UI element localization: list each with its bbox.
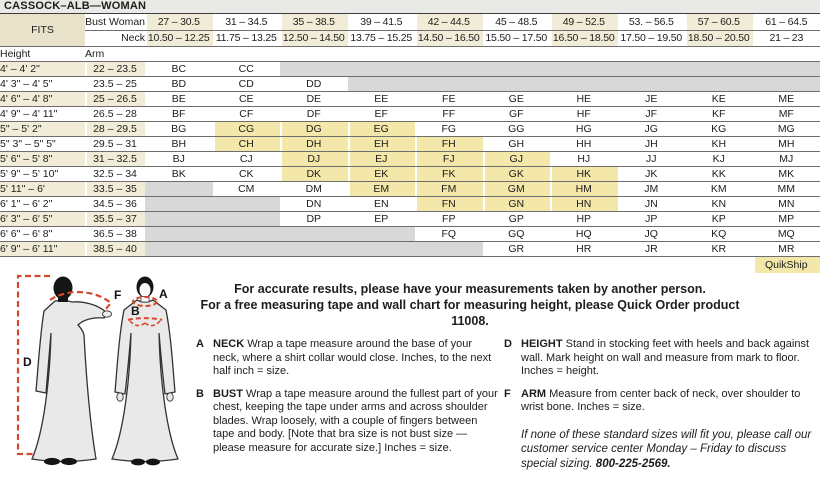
- size-cell: HQ: [550, 227, 618, 242]
- height-cell: 6' 6" – 6' 8": [0, 227, 85, 242]
- neck-range-cell: 13.75 – 15.25: [348, 31, 416, 47]
- size-cell: GH: [483, 137, 551, 152]
- size-cell: KK: [685, 167, 753, 182]
- arm-cell: 34.5 – 36: [85, 197, 145, 212]
- size-cell: HK: [550, 167, 618, 182]
- header-spacer-cell: [753, 47, 820, 62]
- size-cell: FJ: [415, 152, 483, 167]
- size-cell: [415, 62, 483, 77]
- size-cell: EH: [348, 137, 416, 152]
- size-cell: EM: [348, 182, 416, 197]
- measurement-figure-svg: [0, 273, 196, 468]
- size-row: [0, 137, 820, 152]
- size-cell: GJ: [483, 152, 551, 167]
- bust-range-cell: 27 – 30.5: [145, 14, 213, 31]
- size-cell: CE: [213, 92, 281, 107]
- size-cell: [145, 227, 213, 242]
- height-cell: 5" – 5' 2": [0, 122, 85, 137]
- size-row: [0, 122, 820, 137]
- front-face: [140, 283, 151, 297]
- instruction-term-bust: BUST: [213, 387, 243, 400]
- instruction-term-neck: NECK: [213, 338, 245, 350]
- arm-cell: 38.5 – 40: [85, 242, 145, 257]
- arm-cell: 36.5 – 38: [85, 227, 145, 242]
- size-cell: JM: [618, 182, 686, 197]
- size-cell: MH: [753, 137, 820, 152]
- size-cell: FG: [415, 122, 483, 137]
- size-cell: DK: [280, 167, 348, 182]
- height-cell: 5' 11" – 6': [0, 182, 85, 197]
- size-cell: [213, 227, 281, 242]
- front-view-figure: [112, 277, 178, 466]
- arm-cell: 26.5 – 28: [85, 107, 145, 122]
- size-row: [0, 197, 820, 212]
- height-header: Height: [0, 47, 85, 62]
- size-cell: [415, 242, 483, 257]
- size-cell: EP: [348, 212, 416, 227]
- bust-range-cell: 61 – 64.5: [753, 14, 820, 31]
- size-cell: KH: [685, 137, 753, 152]
- neck-range-cell: 21 – 23: [753, 31, 820, 47]
- size-cell: GM: [483, 182, 551, 197]
- intro-line-1: For accurate results, please have your measurements taken by another person.: [234, 282, 706, 296]
- size-cell: JF: [618, 107, 686, 122]
- bust-range-cell: 39 – 41.5: [348, 14, 416, 31]
- arm-cell: 22 – 23.5: [85, 62, 145, 77]
- size-cell: GR: [483, 242, 551, 257]
- size-cell: MF: [753, 107, 820, 122]
- size-row: [0, 182, 820, 197]
- size-cell: DM: [280, 182, 348, 197]
- chart-title: CASSOCK–ALB—WOMAN: [0, 0, 820, 14]
- bust-range-cell: 31 – 34.5: [213, 14, 281, 31]
- size-cell: CM: [213, 182, 281, 197]
- header-spacer-cell: [618, 47, 686, 62]
- size-cell: BF: [145, 107, 213, 122]
- size-cell: CH: [213, 137, 281, 152]
- bust-range-cell: 49 – 52.5: [550, 14, 618, 31]
- height-cell: 4' 9" – 4' 11": [0, 107, 85, 122]
- size-cell: DD: [280, 77, 348, 92]
- size-cell: [483, 62, 551, 77]
- size-cell: [213, 197, 281, 212]
- intro-text: [196, 281, 744, 329]
- arm-cell: 35.5 – 37: [85, 212, 145, 227]
- figure-label-b: B: [131, 304, 140, 318]
- size-cell: KP: [685, 212, 753, 227]
- intro-line-2: For a free measuring tape and wall chart for measuring height, please Quick Order product 11008.: [200, 298, 740, 328]
- size-cell: GN: [483, 197, 551, 212]
- size-cell: [145, 182, 213, 197]
- instructions-panel: [196, 273, 820, 468]
- header-spacer-cell: [280, 47, 348, 62]
- neck-range-cell: 12.50 – 14.50: [280, 31, 348, 47]
- size-cell: [145, 212, 213, 227]
- size-cell: EG: [348, 122, 416, 137]
- size-cell: EK: [348, 167, 416, 182]
- instruction-term-arm: ARM: [521, 387, 547, 400]
- height-cell: 4' 3" – 4' 5": [0, 77, 85, 92]
- size-cell: JQ: [618, 227, 686, 242]
- size-cell: JN: [618, 197, 686, 212]
- size-cell: [483, 77, 551, 92]
- size-cell: [348, 77, 416, 92]
- size-cell: KG: [685, 122, 753, 137]
- size-cell: [280, 62, 348, 77]
- size-cell: [618, 62, 686, 77]
- size-cell: KJ: [685, 152, 753, 167]
- size-cell: JR: [618, 242, 686, 257]
- size-row: [0, 77, 820, 92]
- bust-range-cell: 57 – 60.5: [685, 14, 753, 31]
- size-cell: GF: [483, 107, 551, 122]
- size-cell: [348, 227, 416, 242]
- quikship-row-spacer: [0, 257, 753, 273]
- size-cell: FF: [415, 107, 483, 122]
- size-cell: JG: [618, 122, 686, 137]
- bust-range-cell: 35 – 38.5: [280, 14, 348, 31]
- instruction-key-a: A: [196, 338, 204, 350]
- neck-range-cell: 18.50 – 20.50: [685, 31, 753, 47]
- neck-range-cell: 10.50 – 12.25: [145, 31, 213, 47]
- size-cell: DN: [280, 197, 348, 212]
- instruction-key-d: D: [504, 338, 512, 350]
- arm-cell: 31 – 32.5: [85, 152, 145, 167]
- size-cell: [685, 77, 753, 92]
- size-cell: [348, 62, 416, 77]
- back-view-figure: [32, 277, 112, 466]
- header-spacer-cell: [145, 47, 213, 62]
- instruction-text-neck: Wrap a tape measure around the base of your neck, where a shirt collar would close. Inches, to the next half inch = size.: [213, 338, 492, 377]
- header-spacer-cell: [550, 47, 618, 62]
- fits-label: FITS: [0, 14, 85, 47]
- size-row: [0, 212, 820, 227]
- size-cell: CJ: [213, 152, 281, 167]
- size-cell: JE: [618, 92, 686, 107]
- size-cell: FP: [415, 212, 483, 227]
- size-cell: MG: [753, 122, 820, 137]
- instruction-bust: [196, 388, 498, 456]
- arm-cell: 25 – 26.5: [85, 92, 145, 107]
- size-cell: KQ: [685, 227, 753, 242]
- size-cell: [550, 62, 618, 77]
- size-cell: BG: [145, 122, 213, 137]
- instruction-arm: [504, 388, 820, 415]
- size-cell: [753, 77, 820, 92]
- size-cell: HJ: [550, 152, 618, 167]
- size-row: [0, 92, 820, 107]
- size-cell: [213, 212, 281, 227]
- size-cell: HH: [550, 137, 618, 152]
- size-cell: [753, 62, 820, 77]
- size-cell: CF: [213, 107, 281, 122]
- header-spacer-cell: [348, 47, 416, 62]
- instruction-text-bust: Wrap a tape measure around the fullest part of your chest, keeping the tape under arms and across shoulder blades. Wrap loosely, with a couple of fingers between tape and body. [Note that bra size is not bust size — please measure for accurate size.] Inches = size.: [213, 387, 498, 454]
- size-cell: EE: [348, 92, 416, 107]
- size-cell: [348, 242, 416, 257]
- instruction-key-f: F: [504, 387, 511, 400]
- arm-cell: 33.5 – 35: [85, 182, 145, 197]
- size-cell: MR: [753, 242, 820, 257]
- height-cell: 5' 9" – 5' 10": [0, 167, 85, 182]
- height-cell: 4' – 4' 2": [0, 62, 85, 77]
- size-cell: DJ: [280, 152, 348, 167]
- size-row: [0, 167, 820, 182]
- instruction-text-height: Stand in stocking feet with heels and back against wall. Mark height on wall and measure from mark to floor. Inches = height.: [521, 338, 809, 377]
- size-cell: EJ: [348, 152, 416, 167]
- neck-range-cell: 11.75 – 13.25: [213, 31, 281, 47]
- neck-range-cell: 15.50 – 17.50: [483, 31, 551, 47]
- header-spacer-cell: [213, 47, 281, 62]
- size-cell: [145, 242, 213, 257]
- size-cell: KF: [685, 107, 753, 122]
- size-cell: GQ: [483, 227, 551, 242]
- size-cell: HP: [550, 212, 618, 227]
- size-cell: JK: [618, 167, 686, 182]
- header-spacer-cell: [685, 47, 753, 62]
- size-cell: BK: [145, 167, 213, 182]
- figure-label-d: D: [23, 355, 32, 369]
- size-cell: DE: [280, 92, 348, 107]
- size-row: [0, 227, 820, 242]
- neck-label: Neck: [85, 31, 145, 47]
- size-cell: MM: [753, 182, 820, 197]
- size-cell: HG: [550, 122, 618, 137]
- size-cell: EN: [348, 197, 416, 212]
- size-cell: FK: [415, 167, 483, 182]
- size-cell: CD: [213, 77, 281, 92]
- size-row: [0, 62, 820, 77]
- size-cell: FQ: [415, 227, 483, 242]
- size-cell: MJ: [753, 152, 820, 167]
- size-cell: HM: [550, 182, 618, 197]
- size-row: [0, 107, 820, 122]
- size-cell: HR: [550, 242, 618, 257]
- size-cell: [550, 77, 618, 92]
- quikship-legend: QuikShip: [753, 257, 820, 273]
- size-cell: JH: [618, 137, 686, 152]
- size-cell: HE: [550, 92, 618, 107]
- instruction-term-height: HEIGHT: [521, 338, 563, 350]
- figure-label-a: A: [159, 287, 168, 301]
- size-cell: KM: [685, 182, 753, 197]
- instruction-key-b: B: [196, 387, 204, 400]
- size-cell: KE: [685, 92, 753, 107]
- size-cell: [280, 242, 348, 257]
- height-cell: 5" 3" – 5" 5": [0, 137, 85, 152]
- size-cell: BD: [145, 77, 213, 92]
- arm-cell: 29.5 – 31: [85, 137, 145, 152]
- size-cell: DP: [280, 212, 348, 227]
- height-cell: 6' 1" – 6' 2": [0, 197, 85, 212]
- neck-range-cell: 16.50 – 18.50: [550, 31, 618, 47]
- size-cell: [213, 242, 281, 257]
- size-cell: BC: [145, 62, 213, 77]
- height-cell: 5' 6" – 5' 8": [0, 152, 85, 167]
- neck-range-cell: 17.50 – 19.50: [618, 31, 686, 47]
- size-row: [0, 152, 820, 167]
- size-cell: [415, 77, 483, 92]
- special-sizing-text: If none of these standard sizes will fit you, please call our customer service center Monday – Friday to discuss special sizing.: [521, 428, 812, 470]
- size-cell: KR: [685, 242, 753, 257]
- size-cell: [685, 62, 753, 77]
- header-spacer-cell: [483, 47, 551, 62]
- size-cell: MK: [753, 167, 820, 182]
- size-cell: GK: [483, 167, 551, 182]
- size-cell: HN: [550, 197, 618, 212]
- size-cell: [145, 197, 213, 212]
- size-cell: FM: [415, 182, 483, 197]
- size-cell: JP: [618, 212, 686, 227]
- size-cell: CK: [213, 167, 281, 182]
- bust-range-cell: 45 – 48.5: [483, 14, 551, 31]
- size-cell: FE: [415, 92, 483, 107]
- phone-number: 800-225-2569.: [595, 457, 671, 470]
- size-cell: DG: [280, 122, 348, 137]
- size-cell: KN: [685, 197, 753, 212]
- arm-cell: 23.5 – 25: [85, 77, 145, 92]
- bust-range-cell: 53. – 56.5: [618, 14, 686, 31]
- size-cell: MP: [753, 212, 820, 227]
- size-row: [0, 242, 820, 257]
- height-cell: 6' 3" – 6' 5": [0, 212, 85, 227]
- arm-header: Arm: [85, 47, 145, 62]
- size-cell: MN: [753, 197, 820, 212]
- size-cell: [618, 77, 686, 92]
- figure-label-f: F: [114, 288, 122, 302]
- size-cell: [280, 227, 348, 242]
- size-cell: JJ: [618, 152, 686, 167]
- size-cell: ME: [753, 92, 820, 107]
- raised-hand: [103, 311, 112, 317]
- measurement-diagram: [0, 273, 196, 468]
- size-cell: FN: [415, 197, 483, 212]
- instruction-height: [504, 338, 820, 379]
- bust-range-cell: 42 – 44.5: [415, 14, 483, 31]
- size-cell: CC: [213, 62, 281, 77]
- size-cell: BJ: [145, 152, 213, 167]
- instruction-text-arm: Measure from center back of neck, over shoulder to wrist bone. Inches = size.: [521, 387, 801, 413]
- neck-range-cell: 14.50 – 16.50: [415, 31, 483, 47]
- instruction-neck: [196, 338, 498, 379]
- bust-woman-label: Bust Woman: [85, 14, 145, 31]
- height-cell: 4' 6" – 4' 8": [0, 92, 85, 107]
- size-cell: EF: [348, 107, 416, 122]
- special-sizing-note: [504, 428, 820, 472]
- size-cell: MQ: [753, 227, 820, 242]
- size-cell: CG: [213, 122, 281, 137]
- arm-cell: 32.5 – 34: [85, 167, 145, 182]
- size-cell: GP: [483, 212, 551, 227]
- arm-cell: 28 – 29.5: [85, 122, 145, 137]
- size-cell: BH: [145, 137, 213, 152]
- header-spacer-cell: [415, 47, 483, 62]
- size-cell: GE: [483, 92, 551, 107]
- size-cell: HF: [550, 107, 618, 122]
- size-cell: BE: [145, 92, 213, 107]
- size-cell: DH: [280, 137, 348, 152]
- height-cell: 6' 9" – 6' 11": [0, 242, 85, 257]
- size-cell: GG: [483, 122, 551, 137]
- size-cell: DF: [280, 107, 348, 122]
- size-cell: FH: [415, 137, 483, 152]
